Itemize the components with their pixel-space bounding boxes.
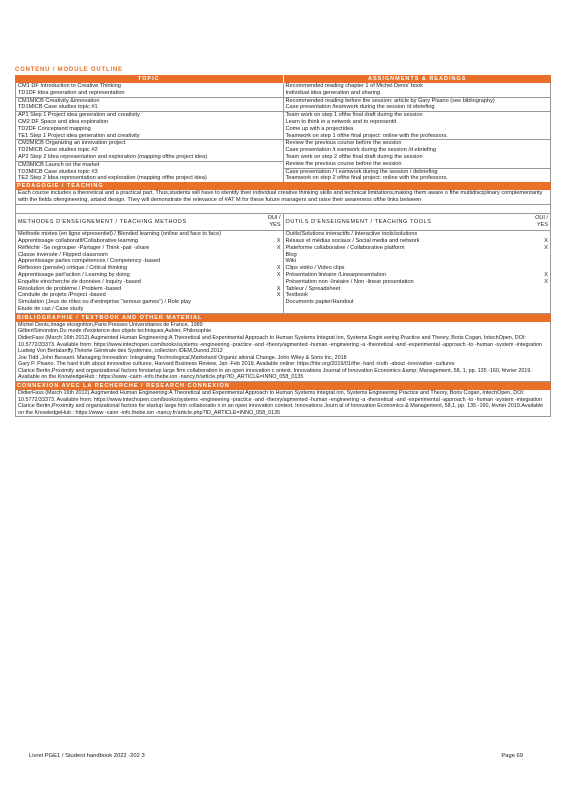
tools-yes-label: OUI / YES: [535, 215, 548, 229]
method-row-mark: X: [276, 244, 281, 251]
assignment-line: Case presentation /t eamwork during the session /d ebriefing: [285, 147, 436, 154]
tools-column: [283, 214, 551, 313]
tool-row-label: Outils/Solutions interactifs / Interactive tools/solutions: [285, 231, 418, 238]
tool-row: [284, 279, 551, 286]
method-row-mark: [269, 252, 281, 259]
tools-list: [284, 231, 551, 306]
method-row-mark: [269, 258, 281, 265]
topic-line: CM1MICB Creativity &innovation: [18, 97, 100, 104]
method-row-label: Réfléchir -Se regrouper -Partager / Think -pair -share: [18, 244, 150, 251]
bibliography-header-row: [15, 314, 551, 322]
tool-row-mark: [536, 258, 548, 265]
method-row: [16, 238, 283, 245]
tool-row: [284, 238, 551, 245]
topic-line: TD1DF Idea generation and representation: [18, 89, 125, 96]
method-row-label: Etude de cas / Case study: [18, 305, 84, 312]
assignment-block: [284, 112, 551, 140]
tool-row-label: Wiki: [285, 258, 297, 265]
tool-row-mark: [536, 292, 548, 299]
method-row-label: Simulation (Jeux de rôles ou d'entreprise "serious games") / Role play: [18, 299, 191, 306]
tool-row: [284, 292, 551, 299]
topic-block: [16, 112, 283, 140]
page-footer: [29, 753, 523, 759]
assignment-line: Individual idea generation and sharing: [285, 89, 381, 96]
research-heading: CONNEXION AVEC LA RECHERCHE / RESEARCH CONNEXION: [15, 382, 551, 390]
tool-row-label: Textbook: [285, 292, 308, 299]
reference-item: DidierFass (March 16th 2012).Augmented Human Engineering:A Theoretical and Experimental Approach to Human Systems Integrat ion, Systems Engin eering Practice and Theory, Boris Cogan, IntechOpen, DOI: 10.5772/33373. Available from: https://www.intechopen.com/books/systems -engineering -practice -and -theory/agmented -human -engineering -a -theoretical -and -experimental -approach -to -human -system -integration: [18, 334, 542, 348]
tool-row-mark: [536, 286, 548, 293]
method-row-mark: [269, 306, 281, 313]
tool-row-mark: [536, 265, 548, 272]
research-header-row: [15, 382, 551, 390]
reference-item: GilbertSimondon,Du mode d'existence des objets techniques,Aubier, Philosophie: [18, 328, 212, 335]
section-spacer: [15, 205, 551, 213]
reference-item: Ludwig Von Bertalanffy,Théorie Générale des Systèmes, collection IDEM,Dunod,2012: [18, 348, 223, 355]
tool-row: [284, 299, 551, 306]
topic-column-header: TOPIC: [15, 75, 283, 83]
pedagogy-text: Each course includes a theoretical and a practical part. Thus,students will have to identify their individual creative thinking skills and technical limitations,making them aware o fthe multidisciplinary complementarity with the fields ofengineering, artand design. They will demonstrate the relevance of #AT M for these future managers and raise their awareness ofthe links between: [15, 190, 551, 205]
methods-header: [16, 214, 283, 231]
assignment-block: [284, 140, 551, 168]
bibliography-heading: BIBLIOGRAPHIE / TEXTBOOK AND OTHER MATERIAL: [15, 314, 551, 322]
tool-row-label: Présentation linéaire /Linearpresentation: [285, 271, 386, 278]
reference-item: Joe Tidd ,John Bessant. Managing Innovation: Integrating Technological,Marketand Organiz ational Change. John Wiley & Sons Inc, 2018: [18, 354, 347, 361]
assignment-block: [284, 169, 551, 183]
topic-line: TD1MICB Case studies topic #1: [18, 104, 98, 111]
method-row: [16, 306, 283, 313]
bibliography-list: [15, 322, 551, 382]
method-row: [16, 292, 283, 299]
topic-block: [16, 98, 283, 113]
assignment-block: [284, 83, 551, 98]
research-list: [15, 390, 551, 417]
tool-row-mark: X: [544, 278, 548, 285]
methods-list: [16, 231, 283, 313]
method-row-mark: X: [276, 285, 281, 292]
assignment-line: Case presentation /teamwork during the session /d ebriefing: [285, 104, 435, 111]
method-row-label: Methode mixtes (en ligne etpresentiel) / Blended learning (online and face to face): [18, 231, 222, 238]
method-row-mark: X: [276, 265, 281, 272]
method-row: [16, 272, 283, 279]
method-row: [16, 252, 283, 259]
tool-row-label: Plateforme collaborative / Collaborative platform: [285, 244, 405, 251]
topic-block: [16, 140, 283, 161]
method-row: [16, 231, 283, 238]
reference-item: Clarice Bertin,Proximity and organizational factors forstartup large firm collaboration in an open innovation c ontext. Innovations Journal of Innovation Economics &amp; Management, 58, 1, pp. 135 -160, février 2019. Available on the KnowledgeHub : https://www -cairn -info.thebe.ion -nancy.fr/article.php?ID_ARTICLE=INNO_058_0135: [18, 367, 532, 381]
tool-row: [284, 258, 551, 265]
tool-row-label: Présentation non -linéaire / Non -linear presentation: [285, 278, 414, 285]
topic-line: TD2DF Conceptand mapping: [18, 125, 91, 132]
tool-row-mark: [536, 299, 548, 306]
method-row: [16, 279, 283, 286]
method-row-label: Résolution de problème / Problem -based: [18, 285, 122, 292]
topic-line: CM2 DF Space and idea exploration: [18, 118, 109, 125]
assignment-line: Review the previous course before the session: [285, 160, 402, 167]
reference-item: Michel Denis,Image etcognition,Paris Presses Universitaires de France, 1989: [18, 321, 203, 328]
topic-line: AP1 Step 1 Project idea generation and creativity: [18, 112, 140, 119]
method-row: [16, 299, 283, 306]
method-row: [16, 258, 283, 265]
method-row-mark: [269, 231, 281, 238]
method-row-mark: X: [276, 292, 281, 299]
methods-tools-table: [15, 213, 551, 314]
tool-row: [284, 265, 551, 272]
tool-row-label: Tableur / Spreadsheet: [285, 285, 341, 292]
module-outline-header-row: [15, 75, 551, 83]
topic-line: TE2 Step 2 Idea representation and exploration (mapping ofthe project idea): [18, 175, 207, 182]
method-row-label: Réflexion (pensée) critique / Critical thinking: [18, 265, 128, 272]
tools-header-label: OUTILS D'ENSEIGNEMENT / TEACHING TOOLS: [285, 218, 432, 225]
page-number: Page 69: [501, 753, 523, 759]
tool-row-mark: [536, 252, 548, 259]
method-row-label: Conduite de projets /Project -based: [18, 292, 106, 299]
tool-row-label: Résaux et médias sociaux / Social media and network: [285, 237, 420, 244]
tool-row-mark: X: [544, 271, 548, 278]
assignment-line: Recommended reading before the session: article by Gary Pisano (see bibliography): [285, 97, 495, 104]
method-row-label: Classe inversée / Flipped classroom: [18, 251, 108, 258]
reference-item: Clarice Bertin,Proximity and organizational factors for startup large firm collaboratio n in an open innovation context. Innovations Journ al of Innovation Economics & Management, 58,1, pp. 135 -160, février 2019.Available on the KnowledgeHub : https://www -cairn -info.thebe.ion -nancy.fr/article.php?ID_ARTICLE=INNO_058_0135: [18, 403, 544, 416]
topic-line: CM2MICB Organizing an innovation project: [18, 140, 126, 147]
method-row-label: Apprentissage parl'action / Learning by doing: [18, 271, 130, 278]
method-row-mark: [269, 279, 281, 286]
method-row: [16, 286, 283, 293]
method-row-label: Apprentissage collaboratif/Collaborative learning: [18, 237, 139, 244]
tool-row-mark: [536, 231, 548, 238]
assignment-block: [284, 98, 551, 113]
assignments-column: [283, 83, 551, 182]
tools-header: [284, 214, 551, 231]
assignment-line: Review the previous course before the session: [285, 140, 402, 147]
assignment-line: Team work on step 1 ofthe final draft during the session: [285, 112, 423, 119]
topic-block: [16, 83, 283, 98]
method-row-label: Apprentissage parles compétences / Competency -based: [18, 258, 161, 265]
pedagogy-header-row: [15, 182, 551, 190]
method-row-label: Enquête etrecherche de données / Inquiry -based: [18, 278, 141, 285]
method-row-mark: [269, 299, 281, 306]
topic-column: [16, 83, 283, 182]
reference-item: DidierFass (March 16th 2012).Augmented Human Engineering:A Theoretical and Experimental Approach to Human Systems Integrat ion, Systems Engineering Practice and Theory, Boris Cogan, IntechOpen, DOI: 10.5772/33373. Available from: https://www.intechopen.com/books/systems -engineering -practice -and -theory/agmented -human -engineering -a -theoretical -and -experimental -approach -to -human -system -integration: [18, 390, 542, 403]
tool-row: [284, 245, 551, 252]
tool-row-mark: X: [544, 237, 548, 244]
tool-row: [284, 252, 551, 259]
tool-row: [284, 286, 551, 293]
assignment-line: Come up with a projectidea: [285, 125, 354, 132]
topic-line: TD3MICB Case studies topic #3: [18, 168, 98, 175]
document-page: [15, 66, 551, 417]
assignment-line: Teamwork on step 2 ofthe final project: online with the professors.: [285, 175, 448, 182]
module-outline-heading: CONTENU / MODULE OUTLINE: [15, 67, 123, 73]
module-outline-table: [15, 83, 551, 182]
topic-block: [16, 162, 283, 182]
reference-item: Gary P. Pisano. The hard truth about innovative cultures, Harvard Business Review, Jan -Feb 2019. Available online: https://hbr.org/2019/01/the -hard -truth -about -innovative -cultures: [18, 361, 455, 368]
method-row-mark: X: [276, 237, 281, 244]
method-row: [16, 245, 283, 252]
pedagogy-heading: PEDAGOGIE / TEACHING: [15, 182, 551, 190]
assignment-line: Case presentation / t eamwork during the session / debriefing: [285, 168, 438, 175]
tool-row-label: Blog: [285, 251, 297, 258]
topic-line: TE1 Step 1 Project idea generation and creativity: [18, 132, 140, 139]
method-row-mark: X: [276, 271, 281, 278]
methods-header-label: METHODES D'ENSEIGNEMENT / TEACHING METHODS: [18, 218, 187, 225]
tool-row-label: Clips vidéo / Video clips: [285, 265, 345, 272]
tool-row-mark: X: [544, 244, 548, 251]
assignment-line: Recommended reading chapter 1 of Michel Denis' book: [285, 83, 424, 89]
topic-line: AP2 Step 2 Idea representation and exploration (mapping ofthe project idea): [18, 153, 208, 160]
method-row: [16, 265, 283, 272]
methods-column: [16, 214, 283, 313]
tool-row: [284, 272, 551, 279]
assignment-line: Team work on step 2 ofthe final draft during the session: [285, 153, 423, 160]
assignments-column-header: ASSIGNMENTS & READINGS: [283, 75, 552, 83]
assignment-line: Teamwork on step 1 ofthe final project: online with the professors.: [285, 132, 448, 139]
tool-row-label: Documents papier/Handout: [285, 299, 354, 306]
topic-line: TD2MICB Case studies topic #2: [18, 147, 98, 154]
footer-left-text: Livret PGE1 / Student handbook 2022 -202 3: [29, 753, 145, 759]
assignment-line: Learn to think in a network and to representit: [285, 118, 397, 125]
tool-row: [284, 231, 551, 238]
methods-yes-label: OUI / YES: [267, 215, 281, 229]
topic-line: CM3MICB Launch on the market: [18, 161, 100, 168]
topic-line: CM1 DF Introduction to Creative Thinking: [18, 83, 121, 89]
